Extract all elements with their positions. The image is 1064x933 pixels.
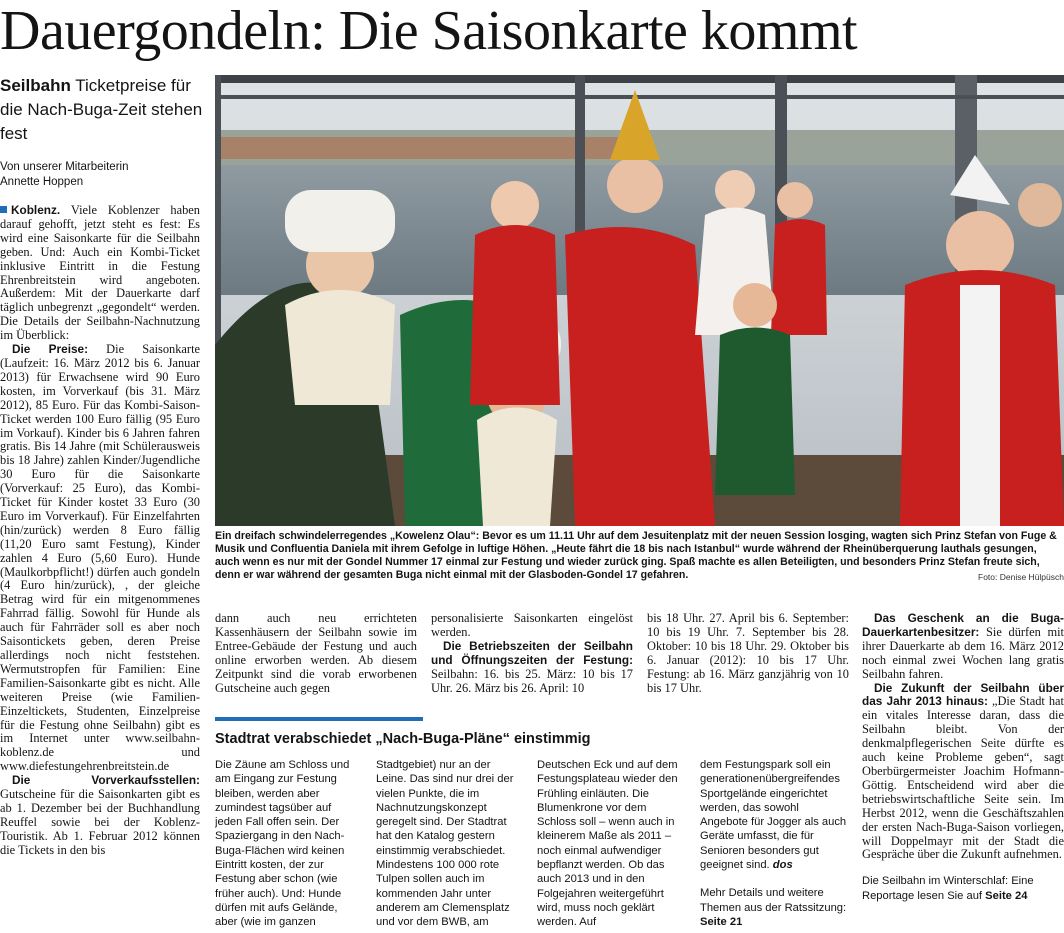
teaser-text: Die Seilbahn im Winterschlaf: Eine Reportage lesen Sie auf	[862, 875, 1034, 902]
subarticle-column-3	[537, 758, 682, 933]
col3-text: personalisierte Saisonkarten eingelöst werden.	[431, 612, 633, 639]
col2-text: dann auch neu errichteten Kassenhäusern der Seilbahn sowie im Entree-Gebäude der Festung und auch online erworben werden. Ab diesem Zeitpunkt sind die vorab erworbenen Gutscheine auch gegen	[215, 612, 417, 695]
teaser-page-link[interactable]: Seite 24	[985, 889, 1028, 902]
byline	[0, 160, 205, 190]
article-column-3	[431, 612, 633, 712]
subarticle-column-2	[376, 758, 521, 933]
byline-line1: Von unserer Mitarbeiterin	[0, 161, 129, 173]
geschenk-text: Sie dürfen mit ihrer Dauerkarte ab dem 16. März 2012 noch einmal zwei Wochen lang gratis Seilbahn fahren.	[862, 624, 1064, 681]
sub-c4-author: dos	[772, 859, 793, 872]
photo-caption	[215, 530, 1064, 600]
bullet-square-icon	[0, 206, 7, 213]
sub-c4-page-link[interactable]: Seite 21	[700, 915, 743, 928]
kicker-section: Seilbahn	[0, 76, 71, 95]
photo-carnival-gondola	[215, 75, 1064, 526]
zeiten-label: Die Betriebszeiten der Seilbahn und Öffnungszeiten der Festung:	[431, 638, 633, 667]
article-column-5	[862, 612, 1064, 933]
sub-c2-text: Stadtgebiet) nur an der Leine. Das sind nur drei der vielen Punkte, die im Nachnutzungskonzept geregelt sind. Der Stadtrat hat den Katalog gestern einstimmig verabschiedet. Mindestens 100 000 rote Tulpen sollen auch im kommenden Jahr unter anderem am Clemensplatz und vor dem BWB, am	[376, 759, 514, 929]
caption-text: Ein dreifach schwindelerregendes „Kowelenz Olau“: Bevor es um 11.11 Uhr auf dem Jesuitenplatz mit der neuen Session losging, wagten sich Prinz Stefan von Fuge & Musik und Confluentia Daniela mit ihrem Gefolge in luftige Höhen. „Heute fährt die 18 bis nach Istanbul“ wurde während der Rheinüberquerung lauthals gesungen, auch wenn es nur mit der Gondel Nummer 17 einmal zur Festung und wieder zurück ging. Spaß machte es allen Beteiligten, und besonders Prinz Stefan freute sich, denn er war während der gesamten Buga nicht einmal mit der Glasboden-Gondel 17 gefahren.	[215, 530, 1057, 581]
preise-text: Die Saisonkarte (Laufzeit: 16. März 2012 bis 6. Januar 2013) für Erwachsene wird 90 Euro kosten, im Vorverkauf (bis 31. März 2012), 85 Euro. Für das Kombi-Saison-Ticket werden 100 Euro fällig (95 Euro im Vorkauf). Kinder bis 6 Jahren fahren gratis. Bis 14 Jahre (mit Schülerausweis bis 18 Jahre) zahlen Kinder/Jugendliche 30 Euro für die Saisonkarte (Vorverkauf: 25 Euro), das Kombi-Ticket für Kinder kostet 33 Euro (30 Euro im Vorverkauf). Für Einzelfahrten (hin/zurück) werden 8 Euro fällig (11,20 Euro samt Festung), Kinder zahlen 4 Euro (5,60 Euro). Hunde (Maulkorbpflicht!) dürfen auch gondeln (4 Euro hin/zurück), , der gleiche Betrag wird für ein mitgenommenes Fahrrad fällig. Sowohl für Hunde als auch für Fahrräder soll es aber noch Saisontickets geben, deren Preise allerdings noch nicht feststehen. Wermutstropfen für Familien: Eine Familien-Saisonkarte gibt es nicht. Alle weiteren Preise (wie Familien-Einzeltickets, Studenten, Einzelpreise für die Festung ohne Seilbahn) gibt es im Internet unter www.seilbahn-koblenz.de und www.diefestungehrenbreitstein.de	[0, 342, 200, 774]
kicker	[0, 74, 205, 146]
article-column-2	[215, 612, 417, 712]
vvk-label: Die Vorverkaufsstellen:	[12, 773, 200, 788]
photo-credit: Foto: Denise Hülpüsch	[978, 572, 1064, 582]
geschenk-label: Das Geschenk an die Buga-Dauerkartenbesitzer:	[862, 612, 1064, 639]
subarticle-title: Stadtrat verabschiedet „Nach-Buga-Pläne“ einstimmig	[215, 731, 591, 747]
article-column-4	[647, 612, 849, 712]
subarticle-column-4	[700, 758, 848, 933]
subarticle-accent-bar	[215, 717, 423, 721]
intro-text: Viele Koblenzer haben darauf gehofft, jetzt steht es fest: Es wird eine Saisonkarte für die Seilbahn geben. Und: Auch ein Kombi-Ticket inklusive Eintritt in die Festung Ehrenbreitstein wird angeboten. Außerdem: Mit der Dauerkarte darf täglich unbegrenzt „gegondelt“ werden. Die Details der Seilbahn-Nachnutzung im Überblick:	[0, 204, 200, 343]
sub-c4-text: dem Festungspark soll ein generationenübergreifendes Sportgelände eingerichtet werden, das sowohl Angebote für Jogger als auch Geräte umfasst, die für Senioren besonders gut geeignet sind.	[700, 759, 847, 872]
photo-illustration	[215, 75, 1064, 526]
vvk-text: Gutscheine für die Saisonkarten gibt es ab 1. Dezember bei der Buchhandlung Reuffel sowie bei der Koblenz-Touristik. Ab 1. Februar 2012 können die Tickets in den bis	[0, 787, 200, 857]
sub-c4-more: Mehr Details und weitere Themen aus der Ratssitzung:	[700, 887, 847, 914]
article-column-1	[0, 204, 200, 933]
zukunft-label: Die Zukunft der Seilbahn über das Jahr 2013 hinaus:	[862, 680, 1064, 709]
dateline: Koblenz.	[11, 204, 61, 217]
subarticle-column-1	[215, 758, 360, 933]
sub-c1-text: Die Zäune am Schloss und am Eingang zur Festung bleiben, werden aber zumindest tagsüber auf jeden Fall offen sein. Der Spaziergang in den Nach-Buga-Flächen wird keinen Eintritt kosten, der zur Festung aber schon (wie früher auch). Und: Hunde dürfen mit aufs Gelände, aber (wie im ganzen	[215, 759, 350, 929]
col4-text: bis 18 Uhr. 27. April bis 6. September: 10 bis 19 Uhr. 7. September bis 28. Oktober: 10 bis 18 Uhr. 29. Oktober bis 6. Januar (2012): 10 bis 17 Uhr. Festung: ab 16. März ganzjährig von 10 bis 17 Uhr.	[647, 612, 849, 695]
byline-author: Annette Hoppen	[0, 176, 84, 188]
zukunft-text: „Die Stadt hat ein vitales Interesse daran, dass die Seilbahn bleibt. Von der denkmalpflegerischen Seite dürfte es auch keine Probleme geben“, sagt Oberbürgermeister Joachim Hofmann-Göttig. Entscheidend wird aber die betriebswirtschaftliche Seite sein. Im Herbst 2012, wenn die Geschäftszahlen der ersten Nach-Buga-Saison vorliegen, will Doppelmayr mit der Stadt die Gespräche über die Zukunft aufnehmen.	[862, 694, 1064, 862]
kicker-text: Ticketpreise für die Nach-Buga-Zeit stehen fest	[0, 76, 203, 143]
headline: Dauergondeln: Die Saisonkarte kommt	[0, 0, 858, 62]
zeiten-text: Seilbahn: 16. bis 25. März: 10 bis 17 Uhr. 26. März bis 26. April: 10	[431, 666, 633, 695]
preise-label: Die Preise:	[12, 342, 89, 357]
sub-c3-text: Deutschen Eck und auf dem Festungsplateau wieder den Frühling einläuten. Die Blumenkrone vor dem Schloss soll – wenn auch in kleinerem Maße als 2011 – noch einmal aufwendiger bepflanzt werden. Ob das auch 2013 und in den Folgejahren weitergeführt wird, muss noch geklärt werden. Auf	[537, 759, 678, 929]
